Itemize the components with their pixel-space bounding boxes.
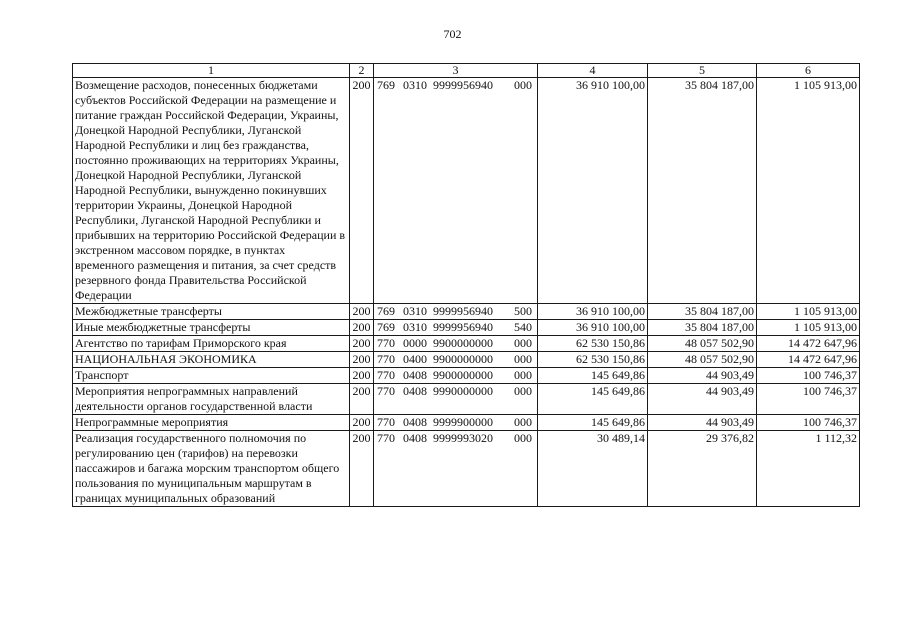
row-budget-code	[374, 415, 538, 431]
column-header-1: 1	[73, 64, 350, 78]
row-expense-type-code: 000	[514, 78, 532, 92]
row-target-code: 9999956940	[433, 304, 493, 318]
table-row	[73, 320, 860, 336]
row-col4-value: 145 649,86	[538, 415, 648, 431]
row-dept-code: 770	[377, 336, 395, 350]
row-name: Непрограммные мероприятия	[73, 415, 350, 431]
row-name: Возмещение расходов, понесенных бюджетами субъектов Российской Федерации на размещение и питание граждан Российской Федерации, Украины, Донецкой Народной Республики, Луганской Народной Республики и лиц без гражданства, постоянно проживающих на территориях Украины, Донецкой Народной Республики, Луганской Народной Республики, вынужденно покинувших территории Украины, Донецкой Народной Республики, Луганской Народной Республики и прибывших на территорию Российской Федерации в экстренном массовом порядке, в пунктах временного размещения и питания, за счет средств резервного фонда Правительства Российской Федерации	[73, 78, 350, 304]
row-section-code: 0408	[403, 431, 427, 445]
row-section-code: 0408	[403, 415, 427, 429]
row-expense-type-code: 000	[514, 415, 532, 429]
row-col6-value: 100 746,37	[757, 384, 860, 415]
row-col4-value: 36 910 100,00	[538, 304, 648, 320]
row-dept-code: 769	[377, 304, 395, 318]
row-target-code: 9900000000	[433, 368, 493, 382]
row-col5-value: 35 804 187,00	[648, 78, 757, 304]
row-col5-value: 29 376,82	[648, 431, 757, 507]
row-grbs-code: 200	[350, 78, 374, 304]
budget-table	[72, 63, 860, 507]
table-row	[73, 415, 860, 431]
column-header-5: 5	[648, 64, 757, 78]
row-name: Мероприятия непрограммных направлений деятельности органов государственной власти	[73, 384, 350, 415]
row-section-code: 0408	[403, 368, 427, 382]
row-col5-value: 35 804 187,00	[648, 304, 757, 320]
row-dept-code: 769	[377, 78, 395, 92]
column-header-6: 6	[757, 64, 860, 78]
row-target-code: 9900000000	[433, 352, 493, 366]
row-name: НАЦИОНАЛЬНАЯ ЭКОНОМИКА	[73, 352, 350, 368]
row-expense-type-code: 000	[514, 384, 532, 398]
row-col6-value: 100 746,37	[757, 415, 860, 431]
row-budget-code	[374, 368, 538, 384]
row-budget-code	[374, 431, 538, 507]
row-expense-type-code: 000	[514, 431, 532, 445]
row-dept-code: 769	[377, 320, 395, 334]
table-row	[73, 384, 860, 415]
row-col5-value: 44 903,49	[648, 415, 757, 431]
row-name: Иные межбюджетные трансферты	[73, 320, 350, 336]
row-grbs-code: 200	[350, 304, 374, 320]
row-expense-type-code: 000	[514, 352, 532, 366]
row-dept-code: 770	[377, 384, 395, 398]
row-expense-type-code: 540	[514, 320, 532, 334]
row-name: Транспорт	[73, 368, 350, 384]
table-row	[73, 304, 860, 320]
row-col4-value: 36 910 100,00	[538, 78, 648, 304]
row-section-code: 0310	[403, 320, 427, 334]
row-col6-value: 100 746,37	[757, 368, 860, 384]
row-budget-code	[374, 336, 538, 352]
row-col6-value: 1 105 913,00	[757, 320, 860, 336]
row-dept-code: 770	[377, 352, 395, 366]
row-col5-value: 48 057 502,90	[648, 352, 757, 368]
column-header-3: 3	[374, 64, 538, 78]
row-col4-value: 30 489,14	[538, 431, 648, 507]
row-dept-code: 770	[377, 415, 395, 429]
row-grbs-code: 200	[350, 384, 374, 415]
row-col6-value: 1 105 913,00	[757, 304, 860, 320]
row-expense-type-code: 000	[514, 336, 532, 350]
row-col4-value: 36 910 100,00	[538, 320, 648, 336]
row-target-code: 9999956940	[433, 78, 493, 92]
page-number: 702	[443, 27, 462, 41]
row-grbs-code: 200	[350, 336, 374, 352]
row-dept-code: 770	[377, 368, 395, 382]
row-col4-value: 62 530 150,86	[538, 352, 648, 368]
row-grbs-code: 200	[350, 368, 374, 384]
table-row	[73, 78, 860, 304]
table-row	[73, 368, 860, 384]
row-name: Реализация государственного полномочия по регулированию цен (тарифов) на перевозки пассажиров и багажа морским транспортом общего пользования по муниципальным маршрутам в границах муниципальных образований	[73, 431, 350, 507]
row-target-code: 9999900000	[433, 415, 493, 429]
row-col5-value: 44 903,49	[648, 368, 757, 384]
row-section-code: 0310	[403, 78, 427, 92]
row-target-code: 9900000000	[433, 336, 493, 350]
table-row	[73, 336, 860, 352]
row-budget-code	[374, 320, 538, 336]
row-budget-code	[374, 352, 538, 368]
row-section-code: 0310	[403, 304, 427, 318]
row-target-code: 9999993020	[433, 431, 493, 445]
row-target-code: 9990000000	[433, 384, 493, 398]
row-col5-value: 48 057 502,90	[648, 336, 757, 352]
row-col6-value: 14 472 647,96	[757, 336, 860, 352]
row-col6-value: 1 105 913,00	[757, 78, 860, 304]
row-section-code: 0000	[403, 336, 427, 350]
table-header-row	[73, 64, 860, 78]
column-header-2: 2	[350, 64, 374, 78]
row-target-code: 9999956940	[433, 320, 493, 334]
row-col6-value: 14 472 647,96	[757, 352, 860, 368]
row-budget-code	[374, 78, 538, 304]
row-grbs-code: 200	[350, 352, 374, 368]
row-col5-value: 44 903,49	[648, 384, 757, 415]
row-name: Агентство по тарифам Приморского края	[73, 336, 350, 352]
row-grbs-code: 200	[350, 415, 374, 431]
row-budget-code	[374, 304, 538, 320]
row-col5-value: 35 804 187,00	[648, 320, 757, 336]
row-dept-code: 770	[377, 431, 395, 445]
row-budget-code	[374, 384, 538, 415]
row-section-code: 0408	[403, 384, 427, 398]
row-col6-value: 1 112,32	[757, 431, 860, 507]
row-grbs-code: 200	[350, 431, 374, 507]
table-row	[73, 352, 860, 368]
row-col4-value: 145 649,86	[538, 368, 648, 384]
row-grbs-code: 200	[350, 320, 374, 336]
column-header-4: 4	[538, 64, 648, 78]
row-name: Межбюджетные трансферты	[73, 304, 350, 320]
row-expense-type-code: 000	[514, 368, 532, 382]
table-row	[73, 431, 860, 507]
row-section-code: 0400	[403, 352, 427, 366]
row-col4-value: 145 649,86	[538, 384, 648, 415]
row-col4-value: 62 530 150,86	[538, 336, 648, 352]
row-expense-type-code: 500	[514, 304, 532, 318]
